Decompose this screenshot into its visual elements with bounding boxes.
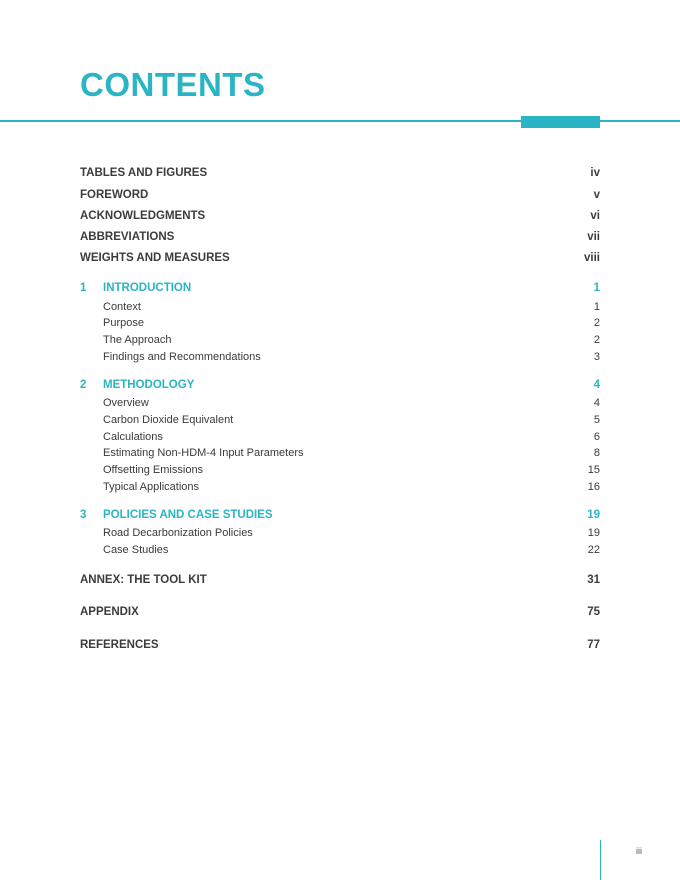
toc-section-offsetting-emissions[interactable] (103, 462, 600, 478)
toc-entry-tables-and-figures[interactable] (80, 165, 600, 181)
toc-section-findings-and-recommendations[interactable] (103, 349, 600, 365)
toc-section-purpose[interactable] (103, 315, 600, 331)
page-number: iii (636, 846, 642, 856)
toc-entry-annex-the-tool-kit[interactable] (80, 572, 600, 588)
toc-section-page: 1 (593, 301, 600, 313)
toc-chapter-policies-and-case-studies[interactable] (80, 507, 600, 523)
toc-section-page: 19 (587, 527, 600, 539)
toc-chapter-heading (80, 280, 191, 296)
toc-chapter-introduction[interactable] (80, 280, 600, 296)
toc-entry-label: REFERENCES (80, 639, 159, 651)
toc-section-page: 4 (593, 397, 600, 409)
toc-section-page: 2 (593, 317, 600, 329)
toc-section-label: Overview (103, 397, 149, 409)
toc-entry-weights-and-measures[interactable] (80, 250, 600, 266)
toc-section-carbon-dioxide-equivalent[interactable] (103, 412, 600, 428)
toc-entry-label: ACKNOWLEDGMENTS (80, 210, 206, 222)
toc-entry-page: 31 (587, 574, 600, 586)
toc-section-context[interactable] (103, 299, 600, 315)
page-title: CONTENTS (80, 66, 266, 103)
toc-section-label: Case Studies (103, 544, 169, 556)
toc-chapter-title: INTRODUCTION (103, 282, 192, 294)
toc-entry-label: APPENDIX (80, 606, 139, 618)
toc-entry-page: 75 (587, 606, 600, 618)
toc-chapter-page: 4 (593, 379, 600, 391)
toc-chapter-methodology[interactable] (80, 377, 600, 393)
toc-section-label: The Approach (103, 334, 172, 346)
toc-entry-foreword[interactable] (80, 187, 600, 203)
toc-chapter-page: 1 (593, 282, 600, 294)
toc-entry-label: WEIGHTS AND MEASURES (80, 252, 230, 264)
footer-rule (600, 840, 601, 880)
toc-section-label: Typical Applications (103, 481, 199, 493)
toc-chapter-heading (80, 377, 194, 393)
toc-chapter-number: 1 (80, 282, 87, 294)
toc-section-label: Road Decarbonization Policies (103, 527, 253, 539)
toc-entry-appendix[interactable] (80, 604, 600, 620)
toc-entry-label: FOREWORD (80, 189, 149, 201)
header-accent-block (521, 116, 600, 128)
toc-chapter-title: METHODOLOGY (103, 379, 195, 391)
toc-entry-abbreviations[interactable] (80, 229, 600, 245)
toc-entry-page: iv (590, 167, 600, 179)
toc-chapter-title: POLICIES AND CASE STUDIES (103, 509, 273, 521)
toc-section-label: Findings and Recommendations (103, 351, 261, 363)
toc-section-page: 16 (587, 481, 600, 493)
toc-section-label: Carbon Dioxide Equivalent (103, 414, 234, 426)
toc-chapter-page: 19 (587, 509, 600, 521)
toc-section-label: Estimating Non-HDM-4 Input Parameters (103, 447, 304, 459)
toc-entry-label: TABLES AND FIGURES (80, 167, 208, 179)
toc-section-label: Context (103, 301, 141, 313)
toc-entry-label: ANNEX: THE TOOL KIT (80, 574, 207, 586)
toc-section-case-studies[interactable] (103, 542, 600, 558)
toc-chapter-number: 3 (80, 509, 87, 521)
toc-section-page: 2 (593, 334, 600, 346)
toc-section-page: 5 (593, 414, 600, 426)
toc-section-page: 6 (593, 431, 600, 443)
toc-entry-page: v (593, 189, 600, 201)
toc-section-page: 15 (587, 464, 600, 476)
toc-section-calculations[interactable] (103, 429, 600, 445)
toc-chapter-heading (80, 507, 273, 523)
toc-entry-label: ABBREVIATIONS (80, 231, 175, 243)
toc-section-overview[interactable] (103, 395, 600, 411)
toc-entry-page: viii (584, 252, 600, 264)
toc-section-page: 8 (593, 447, 600, 459)
toc-section-estimating-non-hdm-4-input-parameters[interactable] (103, 445, 600, 461)
toc-entry-acknowledgments[interactable] (80, 208, 600, 224)
toc-entry-references[interactable] (80, 637, 600, 653)
toc-entry-page: 77 (587, 639, 600, 651)
toc-section-page: 22 (587, 544, 600, 556)
toc-section-typical-applications[interactable] (103, 479, 600, 495)
toc-section-road-decarbonization-policies[interactable] (103, 525, 600, 541)
toc-section-page: 3 (593, 351, 600, 363)
toc-section-label: Offsetting Emissions (103, 464, 204, 476)
toc-entry-page: vi (590, 210, 600, 222)
toc-section-label: Calculations (103, 431, 163, 443)
toc-entry-page: vii (587, 231, 600, 243)
toc-section-the-approach[interactable] (103, 332, 600, 348)
toc-section-label: Purpose (103, 317, 144, 329)
toc-chapter-number: 2 (80, 379, 87, 391)
